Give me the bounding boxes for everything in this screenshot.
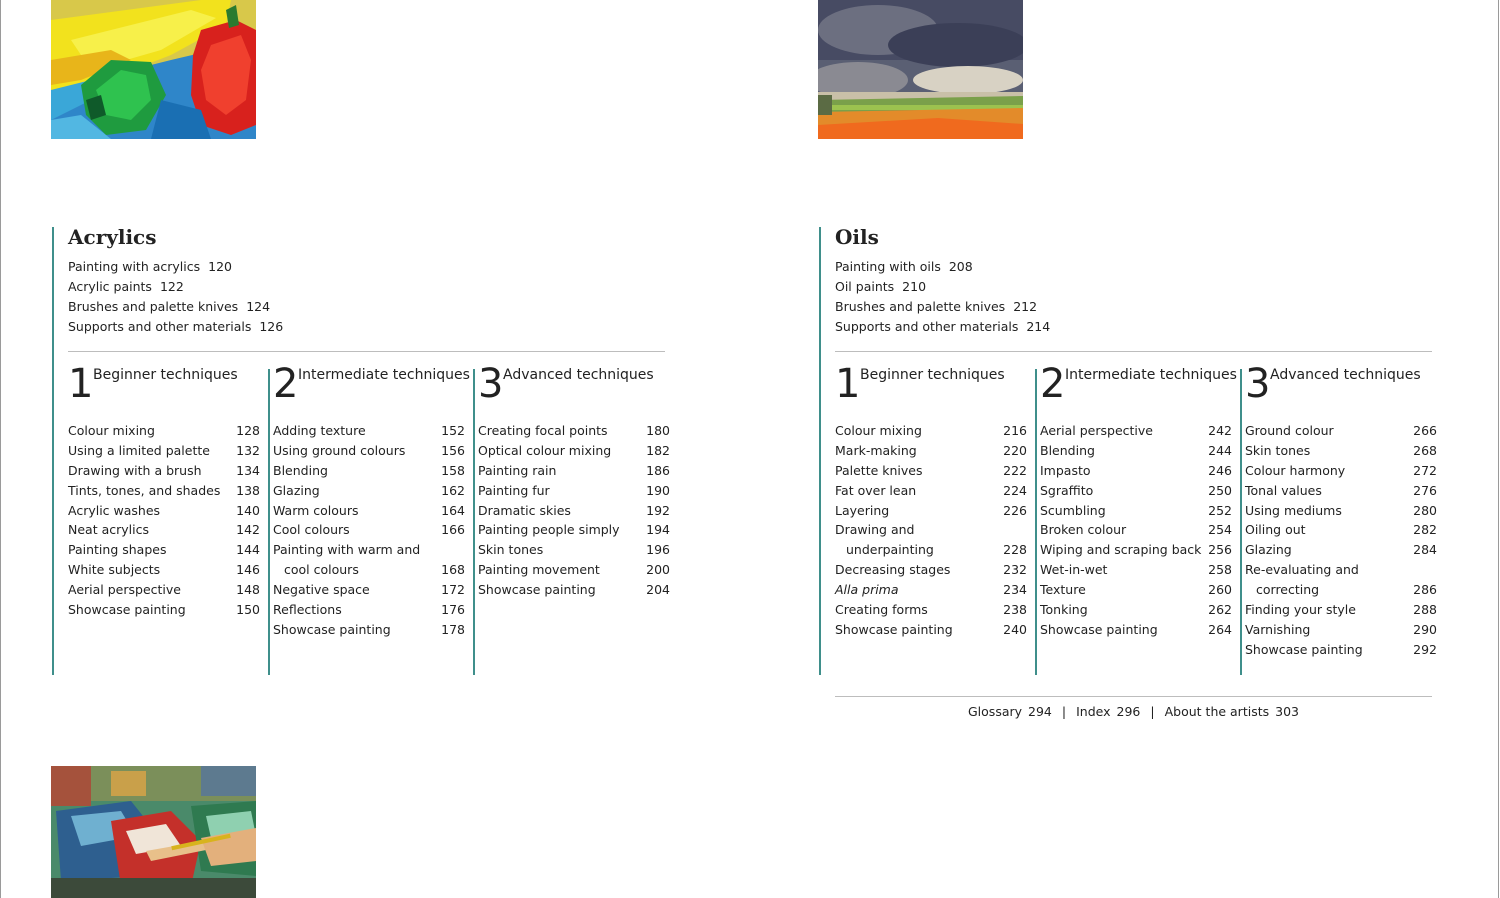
toc-entry[interactable] [273, 580, 465, 600]
entry-label: Broken colour [1040, 522, 1127, 538]
entry-label: Tints, tones, and shades [68, 482, 221, 498]
toc-entry[interactable] [1245, 540, 1437, 560]
entry-page-number: 144 [236, 542, 260, 558]
entry-list [273, 421, 465, 640]
oil-landscape-image [818, 0, 1023, 139]
entry-page-number: 182 [646, 442, 670, 458]
entry-page-number: 134 [236, 462, 260, 478]
index-link[interactable]: Index 296 [1076, 704, 1141, 719]
toc-entry[interactable] [1040, 501, 1232, 521]
toc-entry[interactable] [68, 560, 260, 580]
entry-page-number: 234 [1003, 582, 1027, 598]
column-title: Intermediate techniques [298, 367, 470, 383]
entry-page-number: 146 [236, 562, 260, 578]
entry-label: Scumbling [1040, 502, 1106, 518]
toc-entry[interactable] [68, 421, 260, 441]
entry-label: Impasto [1040, 462, 1091, 478]
section-divider [835, 351, 1432, 352]
toc-entry[interactable] [273, 481, 465, 501]
toc-entry[interactable] [273, 421, 465, 441]
entry-label: Painting shapes [68, 542, 167, 558]
entry-list [835, 421, 1027, 640]
section-accent-bar [52, 227, 54, 675]
entry-label: Texture [1040, 582, 1086, 598]
column-title: Advanced techniques [503, 367, 654, 383]
entry-list [1040, 421, 1232, 640]
entry-label: Skin tones [478, 542, 544, 558]
entry-page-number: 204 [646, 582, 670, 598]
toc-entry[interactable] [1245, 620, 1437, 640]
intro-item[interactable]: Oil paints 210 [835, 279, 927, 294]
entry-label: Drawing and [835, 522, 915, 538]
entry-label: Acrylic washes [68, 502, 161, 518]
toc-entry[interactable] [68, 461, 260, 481]
entry-label: Painting people simply [478, 522, 620, 538]
entry-label: Layering [835, 502, 890, 518]
toc-entry[interactable] [478, 540, 670, 560]
entry-label: Creating focal points [478, 423, 608, 438]
toc-entry[interactable] [68, 520, 260, 540]
toc-entry[interactable] [478, 481, 670, 501]
toc-entry[interactable] [273, 441, 465, 461]
intro-item[interactable]: Painting with acrylics 120 [68, 259, 232, 274]
intro-item[interactable]: Acrylic paints 122 [68, 279, 184, 294]
entry-label: Fat over lean [835, 482, 917, 498]
entry-label: Colour mixing [835, 423, 922, 438]
entry-label: Re-evaluating and [1245, 562, 1359, 578]
toc-entry[interactable] [1040, 620, 1232, 640]
toc-entry[interactable] [835, 461, 1027, 481]
toc-entry[interactable] [1040, 481, 1232, 501]
toc-entry[interactable] [273, 461, 465, 481]
entry-list [68, 421, 260, 620]
toc-entry[interactable] [68, 501, 260, 521]
technique-column [273, 361, 470, 675]
toc-entry[interactable] [835, 600, 1027, 620]
entry-label: Tonal values [1245, 482, 1322, 498]
entry-page-number: 148 [236, 582, 260, 598]
toc-entry[interactable] [1245, 421, 1437, 441]
column-accent-bar [473, 369, 475, 675]
acrylic-cars-image [51, 766, 256, 898]
entry-label: Negative space [273, 582, 370, 598]
technique-column [478, 361, 672, 675]
footer-separator: | [1150, 704, 1155, 719]
entry-page-number: 226 [1003, 502, 1027, 518]
entry-label: Painting with warm and [273, 542, 421, 558]
entry-page-number: 132 [236, 442, 260, 458]
entry-label: Adding texture [273, 423, 366, 438]
entry-page-number: 162 [441, 482, 465, 498]
entry-label: Varnishing [1245, 621, 1311, 637]
section-title: Acrylics [68, 225, 157, 249]
toc-entry[interactable] [68, 600, 260, 620]
toc-entry[interactable] [1040, 600, 1232, 620]
entry-label: Glazing [273, 482, 320, 498]
entry-page-number: 222 [1003, 462, 1027, 478]
intro-list [68, 257, 283, 337]
column-number: 3 [478, 361, 504, 407]
entry-label: Decreasing stages [835, 562, 951, 578]
entry-page-number: 242 [1208, 423, 1232, 438]
entry-label: Wiping and scraping back [1040, 542, 1202, 558]
toc-entry[interactable] [1245, 501, 1437, 521]
toc-entry[interactable] [1040, 461, 1232, 481]
entry-label: Colour mixing [68, 423, 155, 438]
toc-entry[interactable] [478, 461, 670, 481]
entry-page-number: 252 [1208, 502, 1232, 518]
entry-page-number: 186 [646, 462, 670, 478]
toc-entry[interactable] [1040, 520, 1232, 540]
page-edge-right [1498, 0, 1499, 898]
entry-page-number: 288 [1413, 602, 1437, 618]
column-number: 3 [1245, 361, 1271, 407]
about-artists-link[interactable]: About the artists 303 [1164, 704, 1299, 719]
entry-label: Showcase painting [1040, 621, 1158, 637]
technique-column [835, 361, 1029, 675]
entry-label: Aerial perspective [68, 582, 181, 598]
entry-label: Blending [273, 462, 328, 478]
entry-page-number: 262 [1208, 602, 1232, 618]
column-number: 2 [273, 361, 299, 407]
entry-page-number: 286 [1413, 582, 1437, 598]
entry-page-number: 258 [1208, 562, 1232, 578]
entry-label: Optical colour mixing [478, 442, 612, 458]
entry-page-number: 254 [1208, 522, 1232, 538]
entry-page-number: 284 [1413, 542, 1437, 558]
toc-entry[interactable] [68, 481, 260, 501]
toc-entry[interactable] [1040, 540, 1232, 560]
toc-entry[interactable] [478, 421, 670, 441]
technique-column [1245, 361, 1439, 675]
toc-entry[interactable] [835, 560, 1027, 580]
entry-page-number: 152 [441, 423, 465, 438]
entry-label: Colour harmony [1245, 462, 1346, 478]
column-title: Advanced techniques [1270, 367, 1421, 383]
column-title: Beginner techniques [860, 367, 1005, 383]
page-edge-left [0, 0, 1, 898]
toc-entry[interactable] [1040, 580, 1232, 600]
entry-page-number: 268 [1413, 442, 1437, 458]
column-number: 2 [1040, 361, 1066, 407]
entry-label: Using ground colours [273, 442, 406, 458]
entry-list [1245, 421, 1437, 660]
section-accent-bar [819, 227, 821, 675]
entry-page-number: 244 [1208, 442, 1232, 458]
entry-page-number: 250 [1208, 482, 1232, 498]
entry-page-number: 166 [441, 522, 465, 538]
entry-page-number: 164 [441, 502, 465, 518]
toc-entry[interactable] [68, 540, 260, 560]
entry-label: Showcase painting [1245, 641, 1363, 657]
toc-entry[interactable] [273, 560, 465, 580]
toc-entry[interactable] [478, 560, 670, 580]
entry-label: Painting rain [478, 462, 557, 478]
entry-page-number: 246 [1208, 462, 1232, 478]
toc-entry[interactable] [1040, 421, 1232, 441]
entry-label: Showcase painting [273, 621, 391, 637]
toc-entry[interactable] [835, 481, 1027, 501]
entry-label: Painting movement [478, 562, 600, 578]
intro-list [835, 257, 1050, 337]
entry-label: Warm colours [273, 502, 359, 518]
entry-page-number: 142 [236, 522, 260, 538]
column-number: 1 [835, 361, 861, 407]
intro-item[interactable]: Supports and other materials 214 [835, 319, 1051, 334]
footer-divider [835, 696, 1432, 697]
toc-entry[interactable] [835, 580, 1027, 600]
entry-page-number: 238 [1003, 602, 1027, 618]
entry-page-number: 292 [1413, 641, 1437, 657]
entry-page-number: 194 [646, 522, 670, 538]
entry-page-number: 200 [646, 562, 670, 578]
technique-column [1040, 361, 1237, 675]
toc-entry[interactable] [835, 421, 1027, 441]
toc-entry[interactable] [1040, 441, 1232, 461]
entry-page-number: 138 [236, 482, 260, 498]
entry-label: Drawing with a brush [68, 462, 202, 478]
toc-entry[interactable] [1245, 580, 1437, 600]
acrylic-still-life-image [51, 0, 256, 139]
column-accent-bar [1035, 369, 1037, 675]
entry-label: Showcase painting [68, 602, 186, 618]
entry-list [478, 421, 670, 600]
entry-label: Blending [1040, 442, 1095, 458]
entry-page-number: 280 [1413, 502, 1437, 518]
entry-label: Creating forms [835, 602, 928, 618]
entry-label: Cool colours [273, 522, 350, 538]
column-accent-bar [1240, 369, 1242, 675]
toc-entry[interactable] [478, 520, 670, 540]
toc-entry[interactable] [1245, 560, 1437, 580]
toc-entry[interactable] [478, 501, 670, 521]
entry-label: cool colours [284, 562, 359, 578]
toc-entry[interactable] [273, 600, 465, 620]
intro-item[interactable]: Painting with oils 208 [835, 259, 973, 274]
entry-page-number: 282 [1413, 522, 1437, 538]
entry-page-number: 156 [441, 442, 465, 458]
entry-label: White subjects [68, 562, 161, 578]
entry-label: Wet-in-wet [1040, 562, 1108, 578]
toc-entry[interactable] [1245, 520, 1437, 540]
toc-entry[interactable] [1040, 560, 1232, 580]
entry-page-number: 256 [1208, 542, 1232, 558]
entry-label: underpainting [846, 542, 934, 558]
entry-label: Alla prima [835, 582, 899, 598]
entry-page-number: 192 [646, 502, 670, 518]
technique-column [68, 361, 262, 675]
entry-page-number: 180 [646, 423, 670, 438]
toc-entry[interactable] [68, 441, 260, 461]
entry-label: Oiling out [1245, 522, 1306, 538]
entry-label: Showcase painting [835, 621, 953, 637]
toc-entry[interactable] [835, 620, 1027, 640]
entry-page-number: 220 [1003, 442, 1027, 458]
entry-page-number: 176 [441, 602, 465, 618]
entry-page-number: 232 [1003, 562, 1027, 578]
entry-page-number: 264 [1208, 621, 1232, 637]
acrylics-section [68, 227, 668, 675]
entry-label: Tonking [1040, 602, 1088, 618]
entry-label: Neat acrylics [68, 522, 149, 538]
intro-item[interactable]: Supports and other materials 126 [68, 319, 284, 334]
entry-label: Reflections [273, 602, 342, 618]
toc-entry[interactable] [835, 540, 1027, 560]
column-accent-bar [268, 369, 270, 675]
entry-label: Glazing [1245, 542, 1292, 558]
intro-item[interactable]: Brushes and palette knives 124 [68, 299, 271, 314]
entry-label: Showcase painting [478, 582, 596, 598]
toc-entry[interactable] [835, 441, 1027, 461]
toc-entry[interactable] [1245, 640, 1437, 660]
entry-label: Skin tones [1245, 442, 1311, 458]
entry-page-number: 140 [236, 502, 260, 518]
entry-label: Using mediums [1245, 502, 1342, 518]
entry-page-number: 272 [1413, 462, 1437, 478]
column-title: Beginner techniques [93, 367, 238, 383]
entry-page-number: 128 [236, 423, 260, 438]
entry-page-number: 228 [1003, 542, 1027, 558]
entry-label: Dramatic skies [478, 502, 571, 518]
entry-page-number: 276 [1413, 482, 1437, 498]
entry-page-number: 216 [1003, 423, 1027, 438]
entry-page-number: 178 [441, 621, 465, 637]
toc-entry[interactable] [1245, 600, 1437, 620]
entry-page-number: 168 [441, 562, 465, 578]
toc-entry[interactable] [273, 620, 465, 640]
entry-label: correcting [1256, 582, 1320, 598]
entry-page-number: 260 [1208, 582, 1232, 598]
footer-links [835, 704, 1432, 719]
toc-entry[interactable] [835, 501, 1027, 521]
toc-entry[interactable] [273, 501, 465, 521]
toc-entry[interactable] [1245, 481, 1437, 501]
entry-label: Ground colour [1245, 423, 1334, 438]
toc-entry[interactable] [68, 580, 260, 600]
entry-label: Painting fur [478, 482, 550, 498]
entry-page-number: 266 [1413, 423, 1437, 438]
toc-entry[interactable] [478, 580, 670, 600]
toc-entry[interactable] [478, 441, 670, 461]
toc-entry[interactable] [835, 520, 1027, 540]
entry-page-number: 240 [1003, 621, 1027, 637]
entry-page-number: 290 [1413, 621, 1437, 637]
section-title: Oils [835, 225, 879, 249]
entry-label: Sgraffito [1040, 482, 1094, 498]
column-number: 1 [68, 361, 94, 407]
entry-page-number: 224 [1003, 482, 1027, 498]
entry-label: Finding your style [1245, 602, 1356, 618]
entry-label: Palette knives [835, 462, 923, 478]
toc-entry[interactable] [1245, 441, 1437, 461]
column-title: Intermediate techniques [1065, 367, 1237, 383]
entry-label: Using a limited palette [68, 442, 210, 458]
entry-page-number: 196 [646, 542, 670, 558]
entry-page-number: 190 [646, 482, 670, 498]
toc-entry[interactable] [273, 540, 465, 560]
oils-section [835, 227, 1435, 675]
entry-page-number: 150 [236, 602, 260, 618]
entry-page-number: 172 [441, 582, 465, 598]
toc-entry[interactable] [1245, 461, 1437, 481]
toc-entry[interactable] [273, 520, 465, 540]
entry-label: Mark-making [835, 442, 917, 458]
glossary-link[interactable]: Glossary 294 [968, 704, 1052, 719]
section-divider [68, 351, 665, 352]
intro-item[interactable]: Brushes and palette knives 212 [835, 299, 1038, 314]
entry-label: Aerial perspective [1040, 423, 1153, 438]
footer-separator: | [1061, 704, 1067, 719]
entry-page-number: 158 [441, 462, 465, 478]
